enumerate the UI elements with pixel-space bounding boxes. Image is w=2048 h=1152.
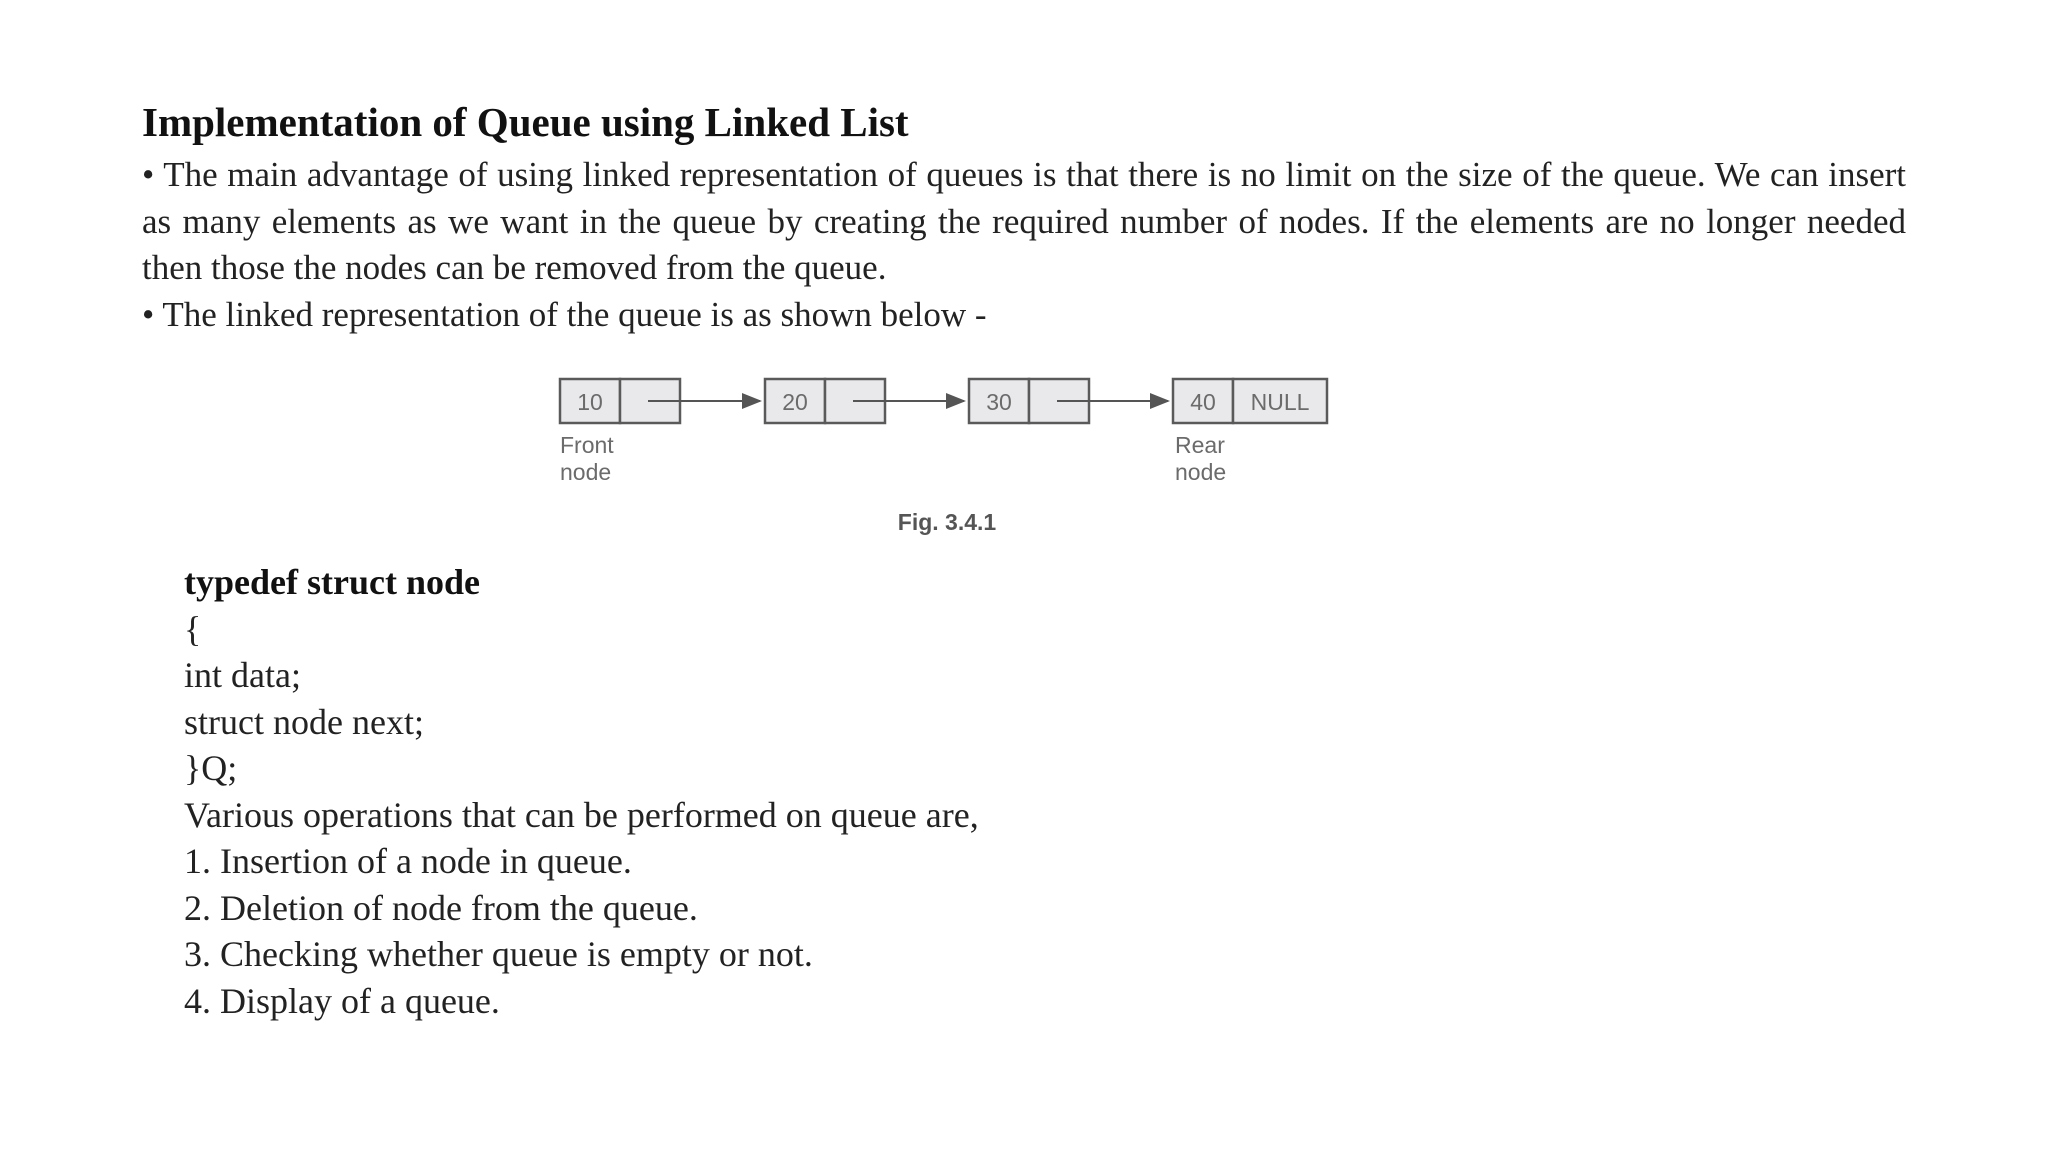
operation-item: 4. Display of a queue. bbox=[184, 980, 500, 1021]
front-label: Front bbox=[560, 432, 614, 458]
close-brace-line: }Q; bbox=[184, 748, 238, 788]
typedef-line: typedef struct node bbox=[184, 562, 480, 602]
open-brace-line: { bbox=[184, 608, 202, 649]
paragraph-representation: • The linked representation of the queue is as shown below - bbox=[142, 295, 987, 334]
figure-caption: Fig. 3.4.1 bbox=[897, 509, 997, 535]
operation-item: 1. Insertion of a node in queue. bbox=[184, 841, 632, 881]
rear-label-node: node bbox=[1175, 459, 1227, 485]
data-field-line: int data; bbox=[184, 655, 301, 695]
queue-node bbox=[1173, 379, 1327, 423]
page-title: Implementation of Queue using Linked List bbox=[142, 99, 909, 145]
linked-queue-figure bbox=[535, 355, 1365, 550]
operation-item: 3. Checking whether queue is empty or not. bbox=[184, 934, 813, 974]
operations-intro: Various operations that can be performed on queue are, bbox=[184, 794, 979, 835]
paragraph-advantage: • The main advantage of using linked representation of queues is that there is no limit on the size of the queue. We can insert as many elements as we want in the queue by creating the required number of nodes. If the elements are no longer needed then those the nodes can be removed from the queue. bbox=[142, 155, 1906, 287]
rear-label: Rear bbox=[1175, 432, 1225, 458]
null-pointer-label: NULL bbox=[1250, 389, 1310, 415]
next-field-line: struct node next; bbox=[184, 701, 424, 742]
front-label-node: node bbox=[560, 459, 612, 485]
operation-item: 2. Deletion of node from the queue. bbox=[184, 887, 698, 928]
node-data-label: 10 bbox=[577, 389, 603, 415]
linked-queue-diagram bbox=[535, 355, 1365, 550]
code-and-operations bbox=[184, 559, 979, 1024]
node-data-label: 40 bbox=[1190, 389, 1216, 415]
node-data-label: 20 bbox=[782, 389, 808, 415]
node-data-label: 30 bbox=[986, 389, 1012, 415]
